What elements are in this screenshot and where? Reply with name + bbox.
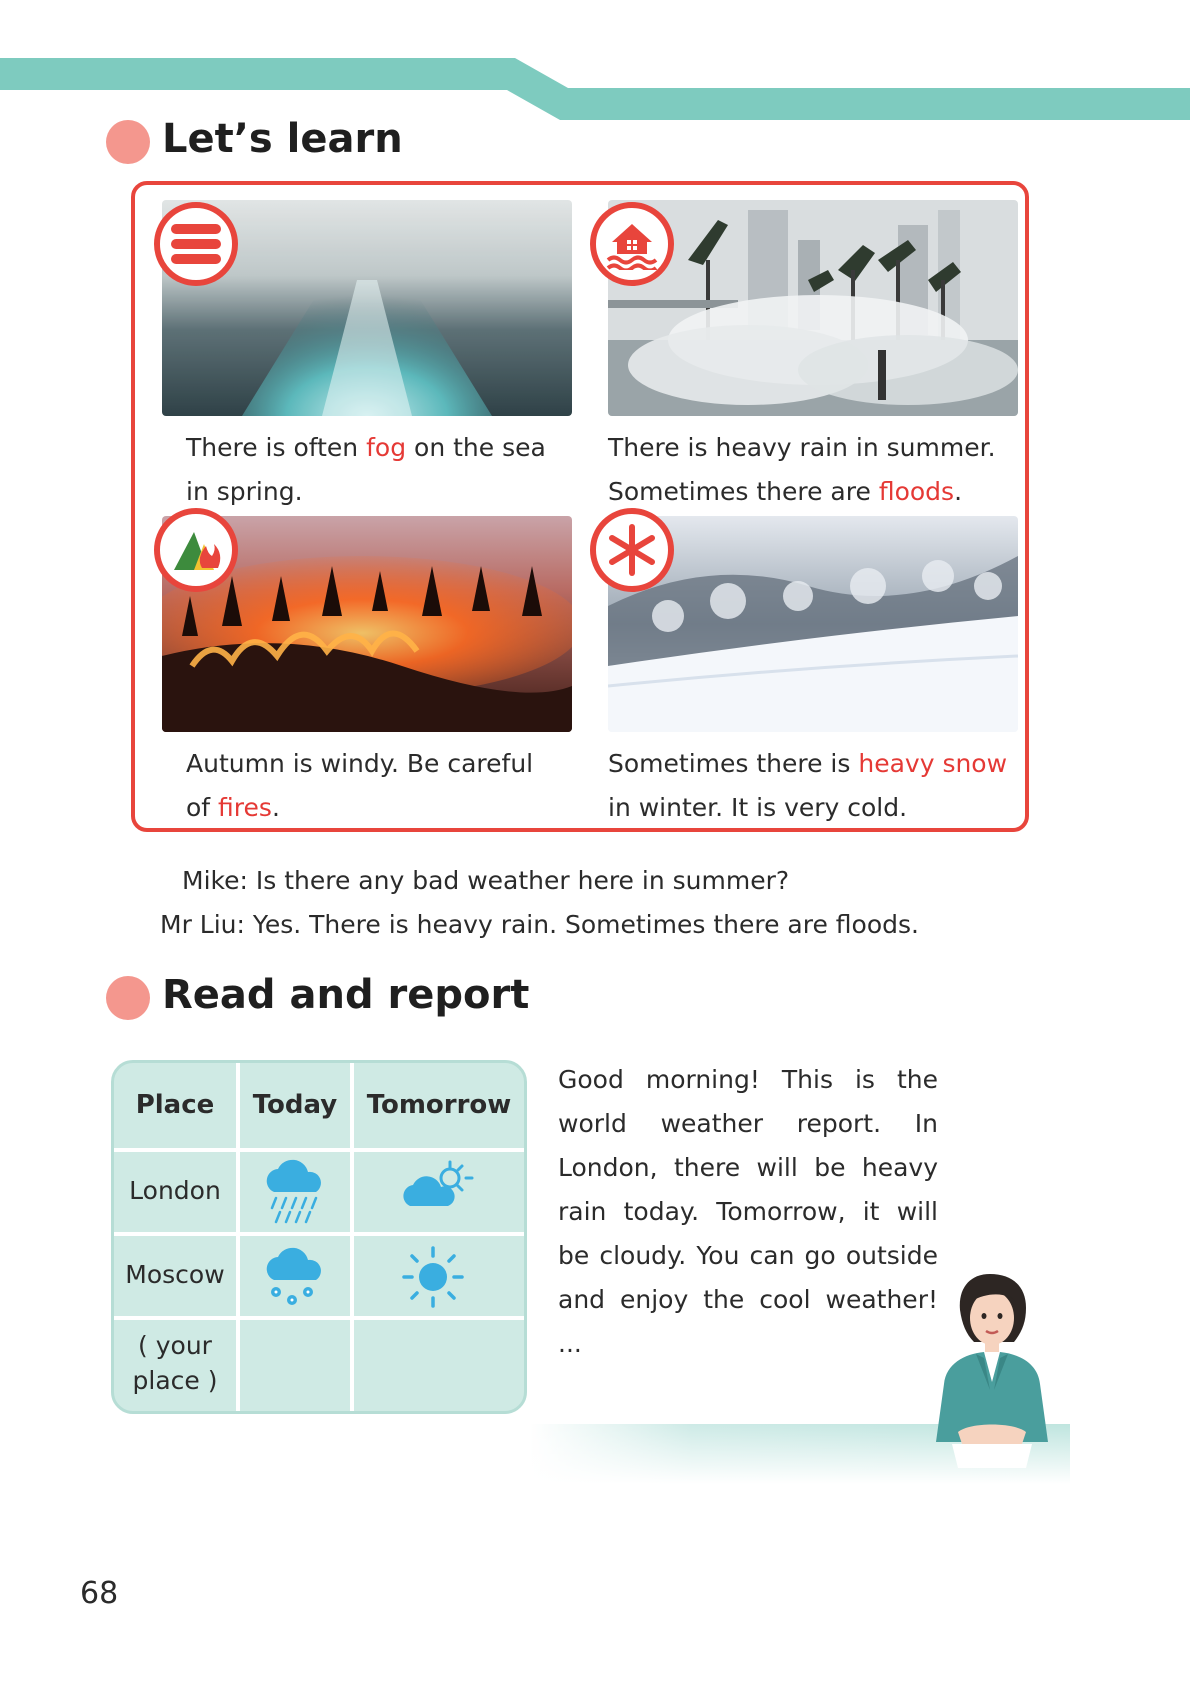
keyword-fog: fog xyxy=(366,433,407,462)
caption-text: Autumn is windy. Be careful xyxy=(186,749,534,778)
table-header-place: Place xyxy=(135,1090,215,1120)
snow-icon xyxy=(260,1244,330,1310)
table-divider xyxy=(114,1316,524,1320)
table-cell-place xyxy=(114,1328,236,1398)
keyword-floods: floods xyxy=(878,477,955,506)
placeholder-text: place ) xyxy=(132,1366,218,1395)
flood-icon xyxy=(590,202,674,286)
caption-fire xyxy=(186,742,576,830)
dialogue-text: Is there any bad weather here in summer? xyxy=(255,866,790,895)
keyword-fires: fires xyxy=(218,793,272,822)
weather-presenter-illustration xyxy=(930,1272,1060,1468)
caption-text: of xyxy=(186,793,219,822)
table-header-tomorrow: Tomorrow xyxy=(366,1090,512,1120)
section-dot xyxy=(106,976,150,1020)
snowflake-icon xyxy=(590,508,674,592)
caption-text: on the sea xyxy=(406,433,546,462)
caption-text: Sometimes there is xyxy=(608,749,859,778)
caption-snow xyxy=(608,742,1008,830)
speaker-name: Mike: xyxy=(182,866,248,895)
caption-fog xyxy=(186,426,576,514)
dialogue-text: Yes. There is heavy rain. Sometimes there are floods. xyxy=(252,910,919,939)
weather-report-text: Good morning! This is the world weather report. In London, there will be heavy rain today. Tomorrow, it will be cloudy. You can go outside and enjoy the cool weather! ... xyxy=(558,1065,938,1358)
placeholder-text: ( your xyxy=(138,1331,212,1360)
table-divider xyxy=(114,1232,524,1236)
caption-text: in spring. xyxy=(186,477,303,506)
caption-text: . xyxy=(954,477,963,506)
section-dot xyxy=(106,120,150,164)
dialogue-line-mike xyxy=(182,866,789,895)
caption-text: Sometimes there are xyxy=(608,477,879,506)
section-title-read-and-report: Read and report xyxy=(162,972,530,1018)
caption-flood xyxy=(608,426,1008,514)
dialogue-line-mr-liu xyxy=(160,910,919,939)
table-cell-place: Moscow xyxy=(125,1260,225,1289)
table-cell-place: London xyxy=(129,1176,221,1205)
caption-text: There is heavy rain in summer. xyxy=(608,433,996,462)
top-banner xyxy=(0,0,1190,130)
cloudy-sun-icon xyxy=(400,1158,474,1218)
section-title-lets-learn: Let’s learn xyxy=(162,116,403,162)
table-header-today: Today xyxy=(252,1090,338,1120)
sunny-icon xyxy=(400,1244,466,1310)
keyword-heavy-snow: heavy snow xyxy=(858,749,1008,778)
caption-text: in winter. It is very cold. xyxy=(608,793,908,822)
speaker-name: Mr Liu: xyxy=(160,910,245,939)
fog-icon xyxy=(154,202,238,286)
fire-icon xyxy=(154,508,238,592)
caption-text: . xyxy=(271,793,280,822)
table-divider xyxy=(114,1148,524,1152)
page-number: 68 xyxy=(80,1576,119,1611)
heavy-rain-icon xyxy=(260,1158,330,1226)
caption-text: There is often xyxy=(186,433,367,462)
